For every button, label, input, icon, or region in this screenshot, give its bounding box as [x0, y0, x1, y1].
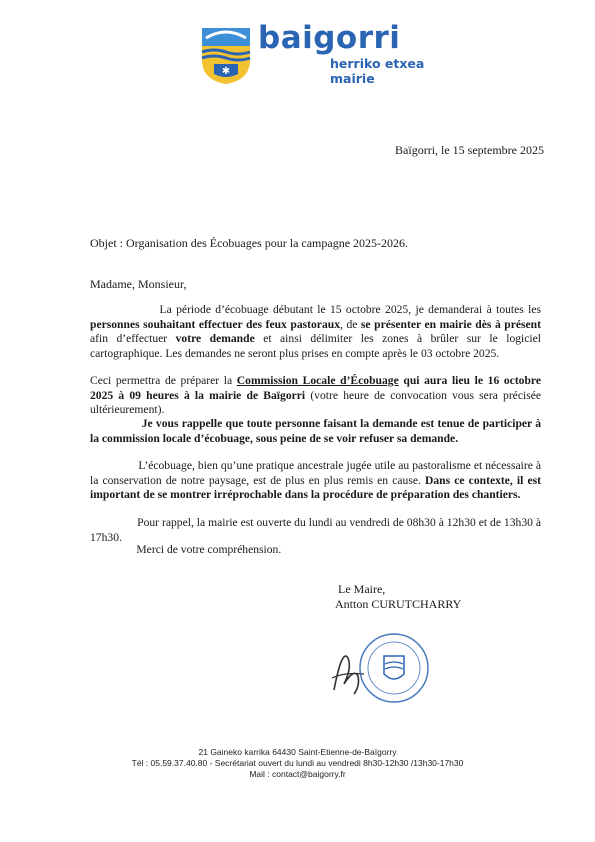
footer-address: 21 Gaineko karrika 64430 Saint-Etienne-de-Baïgorry	[198, 747, 397, 757]
paragraph-commission: Ceci permettra de préparer la Commission Locale d’Écobuage qui aura lieu le 16 octobre 2025 à 09 heures à la mairie de Baïgorri (votre heure de convocation vous sera précisée ultérieurement).	[90, 374, 542, 416]
footer-phone-hours: Tél : 05.59.37.40.80 - Secrétariat ouvert du lundi au vendredi 8h30-12h30 /13h30-17h30	[131, 758, 464, 768]
logo-name: baigorri	[258, 20, 401, 56]
paragraph-context: L’écobuage, bien qu’une pratique ancestrale jugée utile au pastoralisme et nécessaire à la conservation de notre paysage, est de plus en plus remis en cause. Dans ce contexte, il est important de se montrer irréprochable dans la procédure de préparation des chantiers.	[90, 459, 542, 501]
mayor-signature-and-stamp-icon	[324, 628, 434, 708]
letter-footer	[0, 747, 595, 780]
salutation: Madame, Monsieur,	[90, 277, 187, 291]
signature-role: Le Maire,	[338, 582, 386, 596]
svg-text:✱: ✱	[221, 66, 231, 77]
date-line: Baïgorri, le 15 septembre 2025	[395, 143, 544, 157]
mairie-logo	[200, 20, 425, 88]
logo-subtitle-french: mairie	[330, 71, 375, 86]
paragraph-thanks: Merci de votre compréhension.	[136, 543, 282, 556]
baigorri-shield-icon	[200, 26, 252, 86]
signature-name: Antton CURUTCHARRY	[335, 596, 462, 611]
paragraph-opening-hours: Pour rappel, la mairie est ouverte du lundi au vendredi de 08h30 à 12h30 et de 13h30 à 17h30.	[90, 516, 542, 544]
logo-subtitle-basque: herriko etxea	[330, 56, 425, 71]
footer-email: Mail : contact@baigorry.fr	[249, 769, 346, 779]
letter-subject: Objet : Organisation des Écobuages pour la campagne 2025-2026.	[90, 236, 409, 250]
paragraph-reminder: Je vous rappelle que toute personne faisant la demande est tenue de participer à la commission locale d’écobuage, sous peine de se voir refuser sa demande.	[90, 417, 542, 445]
signature-block	[335, 582, 461, 611]
paragraph-request: La période d’écobuage débutant le 15 octobre 2025, je demanderai à toutes les personnes souhaitant effectuer des feux pastoraux, de se présenter en mairie dès à présent afin d’effectuer votre demande et ainsi délimiter les zones à brûler sur le logiciel cartographique. Les demandes ne seront plus prises en compte après le 03 octobre 2025.	[90, 303, 542, 360]
